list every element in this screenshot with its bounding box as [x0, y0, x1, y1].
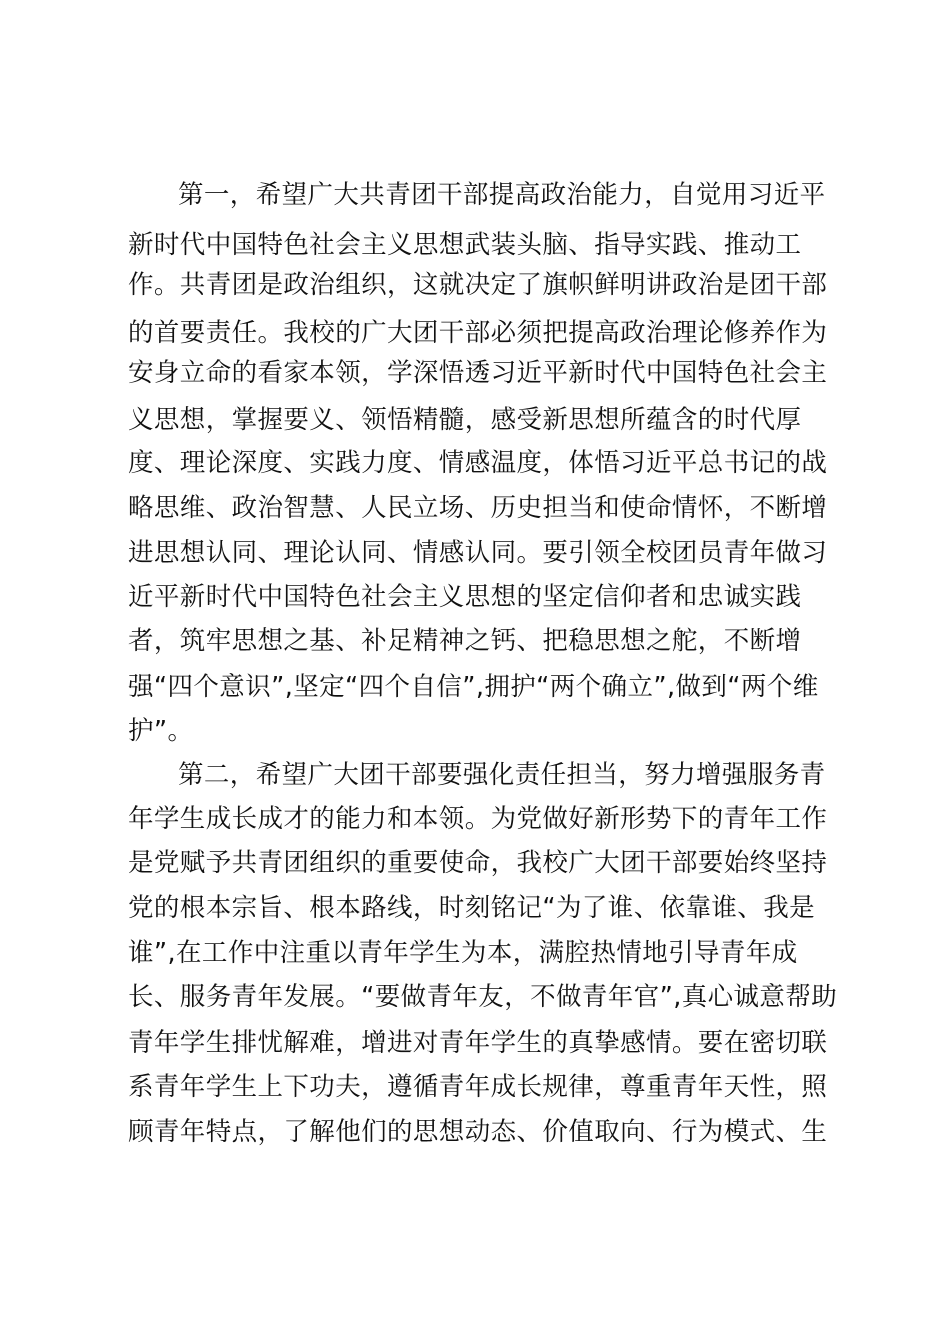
paragraph-1-line: 度、理论深度、实践力度、情感温度，体悟习近平总书记的战	[128, 448, 828, 478]
paragraph-2-line: 第二，希望广大团干部要强化责任担当，努力增强服务青	[178, 760, 826, 790]
paragraph-2-line: 长、服务青年发展。“要做青年友，不做青年官”,真心诚意帮助	[128, 982, 838, 1012]
paragraph-1-line: 义思想，掌握要义、领悟精髓，感受新思想所蕴含的时代厚	[128, 405, 802, 435]
paragraph-2-line: 青年学生排忧解难，增进对青年学生的真挚感情。要在密切联	[128, 1028, 828, 1058]
paragraph-1-line: 者，筑牢思想之基、补足精神之钙、把稳思想之舵，不断增	[128, 626, 802, 656]
paragraph-2-line: 顾青年特点，了解他们的思想动态、价值取向、行为模式、生	[128, 1117, 828, 1147]
paragraph-1-line: 作。共青团是政治组织，这就决定了旗帜鲜明讲政治是团干部	[128, 270, 828, 300]
paragraph-2-line: 系青年学生上下功夫，遵循青年成长规律，尊重青年天性，照	[128, 1072, 828, 1102]
paragraph-1-line: 的首要责任。我校的广大团干部必须把提高政治理论修养作为	[128, 318, 828, 348]
paragraph-2-line: 谁”,在工作中注重以青年学生为本，满腔热情地引导青年成	[128, 938, 798, 968]
paragraph-1-line: 护”。	[128, 716, 194, 746]
paragraph-2-line: 党的根本宗旨、根本路线，时刻铭记“为了谁、依靠谁、我是	[128, 893, 816, 923]
paragraph-1-line: 强“四个意识”,坚定“四个自信”,拥护“两个确立”,做到“两个维	[128, 672, 819, 702]
paragraph-2-line: 是党赋予共青团组织的重要使命，我校广大团干部要始终坚持	[128, 848, 828, 878]
paragraph-1-line: 第一，希望广大共青团干部提高政治能力，自觉用习近平	[178, 180, 826, 210]
paragraph-1-line: 近平新时代中国特色社会主义思想的坚定信仰者和忠诚实践	[128, 582, 802, 612]
paragraph-1-line: 略思维、政治智慧、人民立场、历史担当和使命情怀，不断增	[128, 493, 828, 523]
paragraph-2-line: 年学生成长成才的能力和本领。为党做好新形势下的青年工作	[128, 804, 828, 834]
paragraph-1-line: 新时代中国特色社会主义思想武装头脑、指导实践、推动工	[128, 230, 802, 260]
paragraph-1-line: 安身立命的看家本领，学深悟透习近平新时代中国特色社会主	[128, 358, 828, 388]
paragraph-1-line: 进思想认同、理论认同、情感认同。要引领全校团员青年做习	[128, 538, 828, 568]
